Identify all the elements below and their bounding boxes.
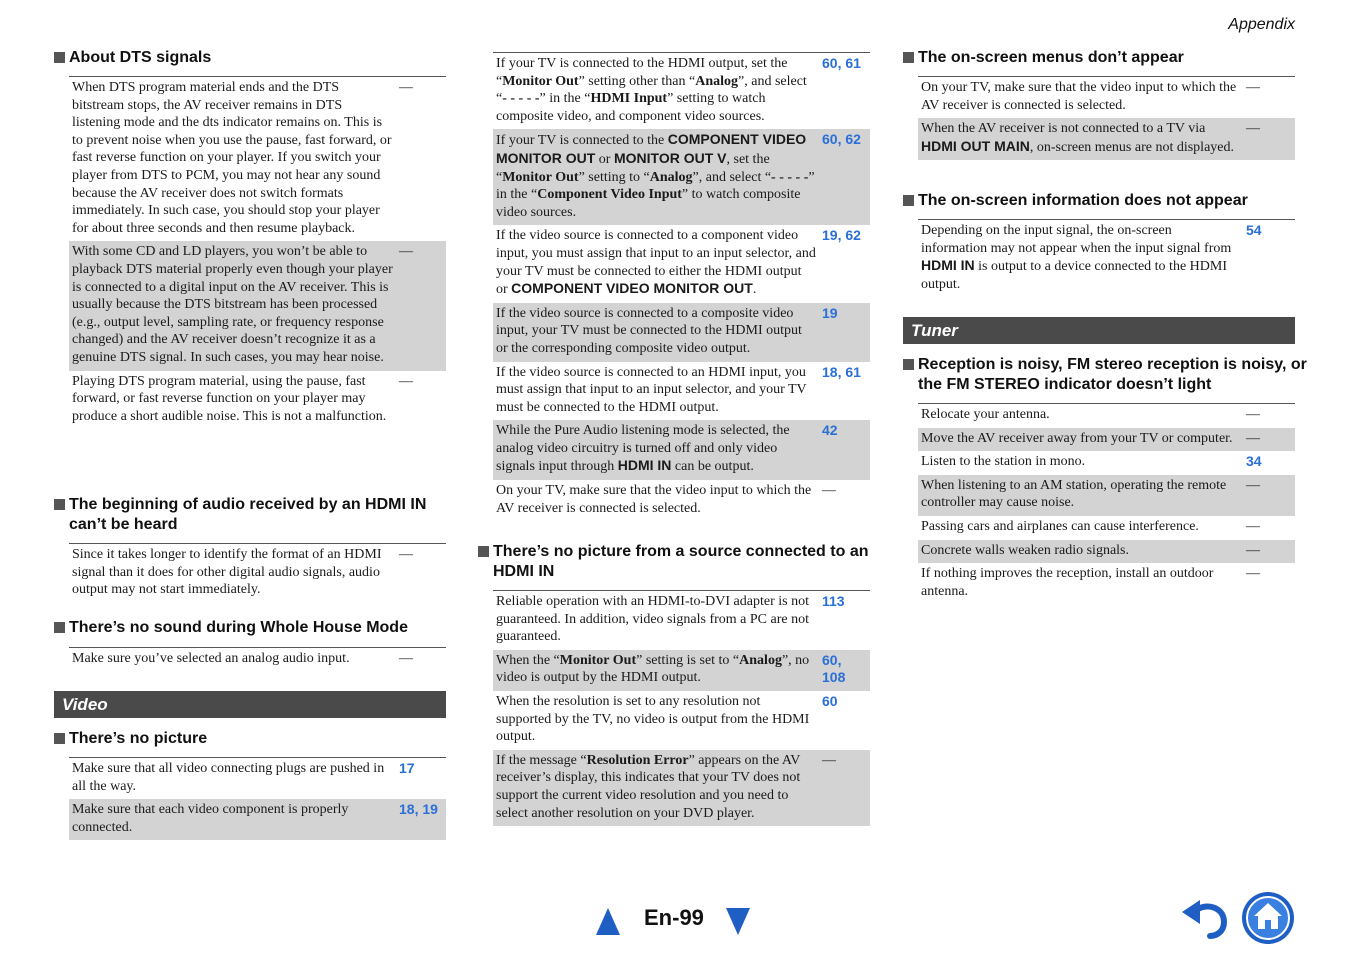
t: If the message “ [496, 752, 587, 768]
row-text [493, 420, 819, 480]
t: When the AV receiver is not connected to a TV via [921, 121, 1206, 137]
row-text: Since it takes longer to identify the format of an HDMI signal than it does for other digital audio signals, audio output may not start immediately. [72, 547, 382, 598]
section-bar-video: Video [54, 691, 446, 718]
t: Component Video Input [537, 187, 682, 203]
t: When the “ [496, 652, 560, 668]
table-row [918, 220, 1295, 298]
row-text: Playing DTS program material, using the pause, fast forward, or fast reverse function on your player may produce a short audible noise. This is not a malfunction. [72, 373, 387, 424]
table-dts [69, 76, 446, 429]
page-link[interactable]: 42 [819, 420, 870, 480]
row-text: If the video source is connected to an HDMI input, you must assign that input to an input selector, and your TV must be connected to the HDMI output. [496, 364, 807, 415]
table-hdmi-audio [69, 543, 446, 603]
section-bar-tuner: Tuner [903, 317, 1295, 344]
t: is output to a device connected to the HDMI output. [921, 259, 1227, 292]
t: COMPONENT VIDEO MONITOR OUT [511, 280, 753, 297]
table-row [918, 77, 1295, 119]
row-text: Passing cars and airplanes can cause interference. [921, 518, 1199, 534]
table-row [493, 750, 870, 826]
t: or [595, 151, 614, 167]
t: , set the “ [496, 151, 770, 185]
page-number: En-99 [644, 905, 704, 930]
t: Analog [739, 652, 782, 668]
table-row [493, 591, 870, 650]
t: If the video source is connected to a component video input, you must assign that input to an input selector, and your TV must be connected to either the HDMI output or [496, 228, 816, 298]
table-row [493, 650, 870, 691]
t: ”, and select “ [692, 169, 772, 185]
page-link[interactable]: 60, 62 [819, 129, 870, 225]
t: If your TV is connected to the [496, 133, 668, 149]
t: HDMI OUT MAIN [921, 137, 1030, 154]
table-no-picture-cont [493, 52, 870, 521]
t: ” setting to “ [578, 169, 650, 185]
t: While the Pure Audio listening mode is selected, the analog video circuitry is turned off and only video signals input through [496, 423, 790, 475]
heading-text: The on-screen menus don’t appear [918, 49, 1184, 66]
t: ” to watch composite video sources. [496, 187, 801, 220]
table-whole-house [69, 647, 446, 672]
table-no-picture [69, 757, 446, 840]
table-no-picture-hdmi [493, 590, 870, 826]
table-row [918, 118, 1295, 160]
table-row [493, 420, 870, 480]
table-row [69, 799, 446, 840]
page-link[interactable]: 60, 108 [819, 650, 870, 691]
heading-no-picture-hdmi [478, 542, 885, 582]
row-ref: — [1243, 118, 1295, 160]
row-text: On your TV, make sure that the video input to which the AV receiver is connected is selected. [496, 483, 812, 516]
t: - - - - - [502, 91, 540, 107]
row-ref: — [822, 483, 836, 499]
row-text: If the video source is connected to a composite video input, your TV must be connected to the HDMI output or the corresponding composite video output. [493, 303, 819, 362]
heading-text: The on-screen information does not appear [918, 192, 1248, 209]
row-text [493, 650, 819, 691]
page-link[interactable]: 18, 19 [396, 799, 446, 840]
t: Analog [695, 73, 739, 89]
table-row [918, 516, 1295, 540]
back-icon[interactable] [1180, 896, 1230, 940]
t: ” appears on the AV receiver’s display, this indicates that your TV does not support the current video resolution and you need to select another resolution on your DVD player. [496, 752, 801, 821]
row-text: Make sure you’ve selected an analog audio input. [72, 651, 350, 666]
table-row [493, 225, 870, 302]
previous-page-icon[interactable] [596, 908, 620, 935]
section-label: Appendix [1228, 16, 1295, 33]
home-icon[interactable] [1241, 891, 1295, 945]
page-link[interactable]: 60 [822, 692, 838, 709]
row-ref: — [1246, 518, 1260, 534]
row-text: Relocate your antenna. [921, 407, 1050, 422]
row-text: Listen to the station in mono. [921, 454, 1086, 470]
row-text: When listening to an AM station, operating the remote controller may cause noise. [918, 475, 1243, 516]
row-ref: — [399, 80, 413, 95]
bullet-square-icon [478, 546, 489, 557]
t: Depending on the input signal, the on-screen information may not appear when the input signal from [921, 223, 1232, 256]
page-link[interactable]: 18, 61 [822, 363, 861, 380]
row-text [918, 118, 1243, 160]
bullet-square-icon [54, 499, 65, 510]
page-link[interactable]: 54 [1246, 222, 1262, 238]
row-ref: — [1243, 540, 1295, 564]
t: ”, and select “ [496, 73, 807, 107]
table-row [493, 691, 870, 750]
table-row [493, 480, 870, 521]
row-ref: — [399, 373, 413, 389]
table-row [69, 648, 446, 672]
t: COMPONENT VIDEO MONITOR OUT [496, 131, 807, 166]
t: ” in the “ [496, 169, 815, 203]
row-ref: — [1243, 428, 1295, 452]
next-page-icon[interactable] [726, 908, 750, 935]
t: HDMI IN [617, 457, 672, 474]
table-row [493, 362, 870, 421]
page-link[interactable]: 17 [399, 760, 415, 776]
bullet-square-icon [54, 733, 65, 744]
row-ref: — [399, 651, 413, 666]
row-text [493, 53, 819, 130]
bullet-square-icon [903, 359, 914, 370]
t: - - - - - [771, 169, 809, 185]
table-row [918, 475, 1295, 516]
row-text [493, 225, 819, 302]
t: HDMI Input [590, 91, 668, 107]
row-text: On your TV, make sure that the video input to which the AV receiver is connected is selected. [921, 80, 1237, 113]
page-link[interactable]: 19, 62 [822, 227, 861, 244]
row-text [918, 220, 1243, 298]
heading-text: Reception is noisy, FM stereo reception is noisy, or the FM STEREO indicator doesn’t light [918, 356, 1307, 393]
table-row [69, 371, 446, 430]
page-link[interactable]: 34 [1246, 453, 1262, 470]
heading-info [903, 191, 1310, 211]
table-row [69, 77, 446, 242]
row-text: When the resolution is set to any resolution not supported by the TV, no video is output from the HDMI output. [496, 693, 810, 745]
heading-hdmi-audio [54, 495, 461, 535]
t: MONITOR OUT V [613, 149, 727, 166]
heading-about-dts [54, 48, 461, 68]
page-navigation [596, 903, 756, 937]
heading-text: There’s no sound during Whole House Mode [69, 619, 408, 636]
row-text: Reliable operation with an HDMI-to-DVI adapter is not guaranteed. In addition, video signals from a PC are not guaranteed. [496, 594, 809, 645]
row-ref: — [819, 750, 870, 826]
table-row [493, 303, 870, 362]
table-row [918, 563, 1295, 604]
heading-menus [903, 48, 1310, 68]
table-row [918, 428, 1295, 452]
heading-text: There’s no picture [69, 730, 208, 747]
row-ref: — [399, 547, 413, 562]
row-text: Make sure that all video connecting plugs are pushed in all the way. [72, 761, 385, 794]
table-info [918, 219, 1295, 297]
table-row [69, 241, 446, 370]
table-row [493, 129, 870, 225]
row-ref: — [1243, 475, 1295, 516]
t: Analog [649, 169, 693, 185]
bullet-square-icon [903, 195, 914, 206]
t: If your TV is connected to the HDMI output, set the “ [496, 56, 788, 89]
table-row [918, 451, 1295, 475]
heading-reception [903, 355, 1310, 395]
row-text: Concrete walls weaken radio signals. [918, 540, 1243, 564]
t: ”, no video is output by the HDMI output. [496, 652, 810, 686]
t: HDMI IN [921, 257, 975, 274]
row-ref: — [396, 241, 446, 370]
heading-text: The beginning of audio received by an HDMI IN can’t be heard [69, 496, 427, 533]
row-text: With some CD and LD players, you won’t be able to playback DTS material properly even though your player is connected to a digital input on the AV receiver. This is usually because the DTS bitstream has been processed (e.g., output level, sampling rate, or frequency response changed) and the AV receiver doesn’t recognize it as a genuine DTS signal. In such cases, you may hear noise. [69, 241, 396, 370]
table-row [918, 540, 1295, 564]
t: , on-screen menus are not displayed. [1029, 139, 1234, 155]
page-link[interactable]: 19 [819, 303, 870, 362]
row-ref: — [1246, 407, 1260, 422]
row-text: Move the AV receiver away from your TV or computer. [918, 428, 1243, 452]
t: ” setting is set to “ [636, 652, 740, 668]
table-row [69, 544, 446, 603]
t: Monitor Out [502, 169, 579, 185]
bullet-square-icon [903, 52, 914, 63]
table-row [69, 758, 446, 800]
row-text [493, 750, 819, 826]
row-ref: — [1246, 566, 1260, 582]
heading-whole-house [54, 618, 461, 638]
page-link[interactable]: 60, 61 [822, 55, 861, 71]
heading-text: About DTS signals [69, 49, 212, 66]
row-text: If nothing improves the reception, install an outdoor antenna. [921, 566, 1214, 599]
t: can be output. [671, 459, 754, 475]
t: ” setting to watch composite video, and component video sources. [496, 91, 766, 124]
row-text: When DTS program material ends and the DTS bitstream stops, the AV receiver remains in DTS listening mode and the dts indicator remains on. This is to prevent noise when you use the pause, fast forward, or fast reverse function on your player. If you switch your player from DTS to PCM, you may not hear any sound because the AV receiver does not switch formats immediately. In such case, you should stop your player for about three seconds and then resume playback. [72, 80, 392, 236]
t: ” setting other than “ [578, 73, 696, 89]
row-ref: — [1246, 80, 1260, 95]
bullet-square-icon [54, 622, 65, 633]
table-menus [918, 76, 1295, 160]
table-row [493, 53, 870, 130]
heading-text: There’s no picture from a source connected to an HDMI IN [493, 543, 869, 580]
row-text: Make sure that each video component is properly connected. [69, 799, 396, 840]
t: ” in the “ [539, 91, 591, 107]
heading-no-picture [54, 729, 461, 749]
bullet-square-icon [54, 52, 65, 63]
t: Monitor Out [559, 652, 637, 668]
t: Monitor Out [502, 73, 579, 89]
table-row [918, 404, 1295, 428]
table-reception [918, 403, 1295, 604]
page-link[interactable]: 113 [822, 593, 845, 609]
row-text [493, 129, 819, 225]
t: Resolution Error [586, 752, 689, 768]
t: . [752, 282, 757, 298]
